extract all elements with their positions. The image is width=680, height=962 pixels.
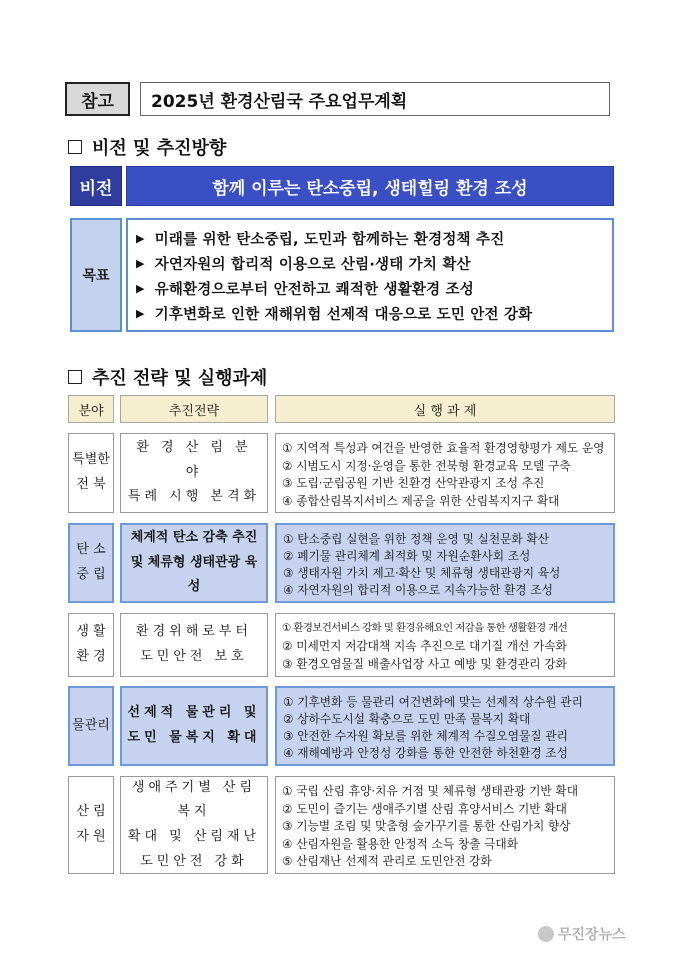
goals-label: 목표 [70,218,122,332]
tasks-cell [275,523,615,603]
task-item: ④ 산림자원을 활용한 안정적 소득 창출 극대화 [282,836,518,851]
watermark: 무진장뉴스 [538,924,626,944]
section-title: 추진 전략 및 실행과제 [92,368,268,389]
task-item: ② 시범도시 지정·운영을 통한 전북형 환경교육 모델 구축 [282,458,571,473]
task-item: ① 기후변화 등 물관리 여건변화에 맞는 선제적 상수원 관리 [283,695,583,709]
strategy-cell: 체계적 탄소 감축 추진 및 체류형 생태관광 육성 [120,523,268,603]
header-tasks: 실 행 과 제 [275,395,615,423]
task-item: ④ 종합산림복지서비스 제공을 위한 산림복지지구 확대 [282,493,560,508]
vision-statement: 함께 이루는 탄소중립, 생태힐링 환경 조성 [126,166,614,206]
watermark-logo-icon [538,926,554,942]
tasks-cell [275,613,615,677]
strategy-cell: 환경위해로부터 도민안전 보호 [120,613,268,677]
task-item: ② 폐기물 관리체계 최적화 및 자원순환사회 조성 [283,549,531,563]
checkbox-icon [68,140,82,154]
category-cell: 물관리 [68,686,114,766]
checkbox-icon [68,370,82,384]
task-item: ③ 도립·군립공원 기반 친환경 산악관광지 조성 추진 [282,476,545,490]
strategy-cell: 선제적 물관리 및 도민 물복지 확대 [120,686,268,766]
task-item: ④ 자연자원의 합리적 이용으로 지속가능한 환경 조성 [283,583,553,597]
header-strategy: 추진전략 [120,395,268,423]
vision-label: 비전 [70,166,122,206]
tasks-cell [275,433,615,513]
section-strategy-heading [68,364,267,390]
category-cell: 특별한 전 북 [68,433,114,513]
task-item: ① 국립 산림 휴양·치유 거점 및 체류형 생태관광 기반 확대 [282,784,579,799]
triangle-bullet-icon: ▶ [136,257,145,270]
goal-item: ▶ 기후변화로 인한 재해위험 선제적 대응으로 도민 안전 강화 [136,307,533,323]
triangle-bullet-icon: ▶ [136,282,145,295]
category-cell: 생 활 환 경 [68,613,114,677]
task-item: ③ 생태자원 가치 제고·확산 및 체류형 생태관광지 육성 [283,566,561,580]
goal-item: ▶ 자연자원의 합리적 이용으로 산림·생태 가치 확산 [136,257,471,273]
goal-item: ▶ 미래를 위한 탄소중립, 도민과 함께하는 환경정책 추진 [136,232,505,248]
triangle-bullet-icon: ▶ [136,232,145,245]
task-item: ① 지역적 특성과 여건을 반영한 효율적 환경영향평가 제도 운영 [282,441,605,455]
reference-label: 참고 [65,82,130,116]
category-cell: 산 림 자 원 [68,776,114,874]
task-item: ② 도민이 즐기는 생애주기별 산림 휴양서비스 기반 확대 [282,801,567,816]
task-item: ④ 재해예방과 안정성 강화를 통한 안전한 하천환경 조성 [283,746,568,760]
task-item: ③ 안전한 수자원 확보를 위한 체계적 수질오염물질 관리 [283,729,568,743]
task-item: ② 상하수도시설 확충으로 도민 만족 물복지 확대 [283,712,531,726]
task-item: ③ 환경오염물질 배출사업장 사고 예방 및 환경관리 강화 [282,657,567,671]
goal-item: ▶ 유해환경으로부터 안전하고 쾌적한 생활환경 조성 [136,282,475,298]
strategy-cell: 생애주기별 산림복지 확대 및 산림재난 도민안전 강화 [120,776,268,874]
task-item: ③ 기능별 조림 및 맞춤형 숲가꾸기를 통한 산림가치 향상 [282,819,571,834]
task-item: ① 탄소중립 실현을 위한 정책 운영 및 실천문화 확산 [283,532,550,546]
task-item: ⑤ 산림재난 선제적 관리로 도민안전 강화 [282,854,492,869]
task-item: ① 환경보건서비스 강화 및 환경유해요인 저감을 통한 생활환경 개선 [282,622,568,634]
goals-list [126,218,614,332]
tasks-cell [275,776,615,874]
section-title: 비전 및 추진방향 [92,138,227,159]
header-category: 분야 [68,395,114,423]
document-title: 2025년 환경산림국 주요업무계획 [140,82,610,116]
section-vision-heading [68,134,226,160]
task-item: ② 미세먼지 저감대책 지속 추진으로 대기질 개선 가속화 [282,639,567,653]
tasks-cell [275,686,615,766]
category-cell: 탄 소 중 립 [68,523,114,603]
strategy-cell: 환 경 산 림 분 야 특례 시행 본격화 [120,433,268,513]
triangle-bullet-icon: ▶ [136,307,145,320]
